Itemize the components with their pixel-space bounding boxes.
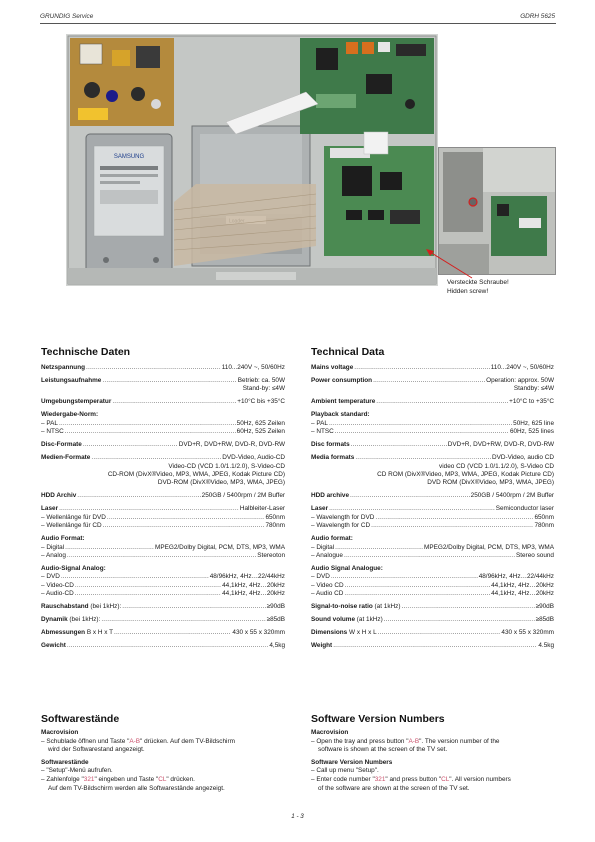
software-title-de: Softwarestände: [41, 713, 120, 725]
software-title-en: Software Version Numbers: [311, 713, 445, 725]
technical-data-title-en: Technical Data: [311, 346, 385, 358]
device-interior-photo: [66, 34, 438, 286]
device-interior-illustration: [66, 34, 438, 286]
callout-german: Versteckte Schraube!: [447, 279, 509, 286]
hidden-screw-callout: [447, 279, 509, 296]
page-header-right: GDRH 5625: [520, 13, 555, 20]
technical-data-title-de: Technische Daten: [41, 346, 131, 358]
page-header-left: GRUNDIG Service: [40, 13, 94, 20]
software-instructions-en: Macrovision – Open the tray and press button "A-B". The version number of the software is shown at the screen of the TV set. Software Version Numbers – Call up menu "Setup". – Enter code number "321" and press button "CL". All version numbers of the software are shown at the screen of the TV set.: [311, 729, 511, 792]
spec-list-de: Netzspannung ..... 110...240V ~, 50/60Hz Leistungsaufnahme ..... Betrieb: ca. 50W Stand-by: ≤4W Umgebungstemperatur ..... +10°C bis +35°C Wiedergabe-Norm: – PAL ..... 50Hz, 625 Zeilen – NTSC ..... 60Hz, 525 Zeilen Disc-Formate ..... DVD+R, DVD+RW, DVD-R, DVD-RW Medien-Formate ..... DVD-Video, Audio-CD Video-CD (VCD 1.0/1.1/2.0), S-Video-CD CD-ROM (DivX®Video, MP3, WMA, JPEG, Kodak Picture CD) DVD-ROM (DivX®Video, MP3, WMA, JPEG) HDD Archiv ..... 250GB / 5400rpm / 2M Buffer Laser ..... Halbleiter-Laser – Wellenlänge für DVD ..... 650nm – Wellenlänge für CD ..... 780nm Audio Format: – Digital ..... MPEG2/Dolby Digital, PCM, DTS, MP3, WMA – Analog ..... Stereoton Audio-Signal Analog: – DVD ..... 48/96kHz, 4Hz…22/44kHz – Video-CD ..... 44,1kHz, 4Hz…20kHz – Audio-CD ..... 44,1kHz, 4Hz…20kHz Rauschabstand (bei 1kHz): ..... ≥90dB Dynamik (bei 1kHz): ..... ≥85dB Abmessungen B x H x T ..... 430 x 55 x 320mm Gewicht ..... 4,5kg: [41, 364, 285, 655]
callout-english: Hidden screw!: [447, 287, 489, 295]
header-rule: [40, 23, 556, 24]
page-number: 1 - 3: [291, 813, 304, 820]
spec-list-en: Mains voltage ..... 110...240V ~, 50/60Hz Power consumption ..... Operation: approx. 50W Standby: ≤4W Ambient temperature ..... +10°C to +35°C Playback standard: – PAL ..... 50Hz, 625 line – NTSC ..... 60Hz, 525 lines Disc formats ..... DVD+R, DVD+RW, DVD-R, DVD-RW Media formats ..... DVD-Video, audio CD video CD (VCD 1.0/1.1/2.0), S-Video CD CD ROM (DivX®Video, MP3, WMA, JPEG, Kodak Picture CD) DVD ROM (DivX®Video, MP3, WMA, JPEG) HDD archive ..... 250GB / 5400rpm / 2M Buffer Laser ..... Semiconductor laser – Wavelength for DVD ..... 650nm – Wavelength for CD ..... 780nm Audio format: – Digital ..... MPEG2/Dolby Digital, PCM, DTS, MP3, WMA – Analogue ..... Stereo sound Audio Signal Analogue: – DVD ..... 48/96kHz, 4Hz…22/44kHz – Video CD ..... 44,1kHz, 4Hz…20kHz – Audio CD ..... 44,1kHz, 4Hz…20kHz Signal-to-noise ratio (at 1kHz) ..... ≥90dB Sound volume (at 1kHz) ..... ≥85dB Dimensions W x H x L ..... 430 x 55 x 320mm Weight ..... 4.5kg: [311, 364, 554, 655]
hdd-brand-label: SAMSUNG: [113, 154, 145, 160]
software-instructions-de: Macrovision – Schublade öffnen und Taste "A-B" drücken. Auf dem TV-Bildschirm wird der Softwarestand angezeigt. Softwarestände – "Setup"-Menü aufrufen. – Zahlenfolge "321" eingeben und Taste "CL" drücken. Auf dem TV-Bildschirm werden alle Softwarestände angezeigt.: [41, 729, 235, 792]
